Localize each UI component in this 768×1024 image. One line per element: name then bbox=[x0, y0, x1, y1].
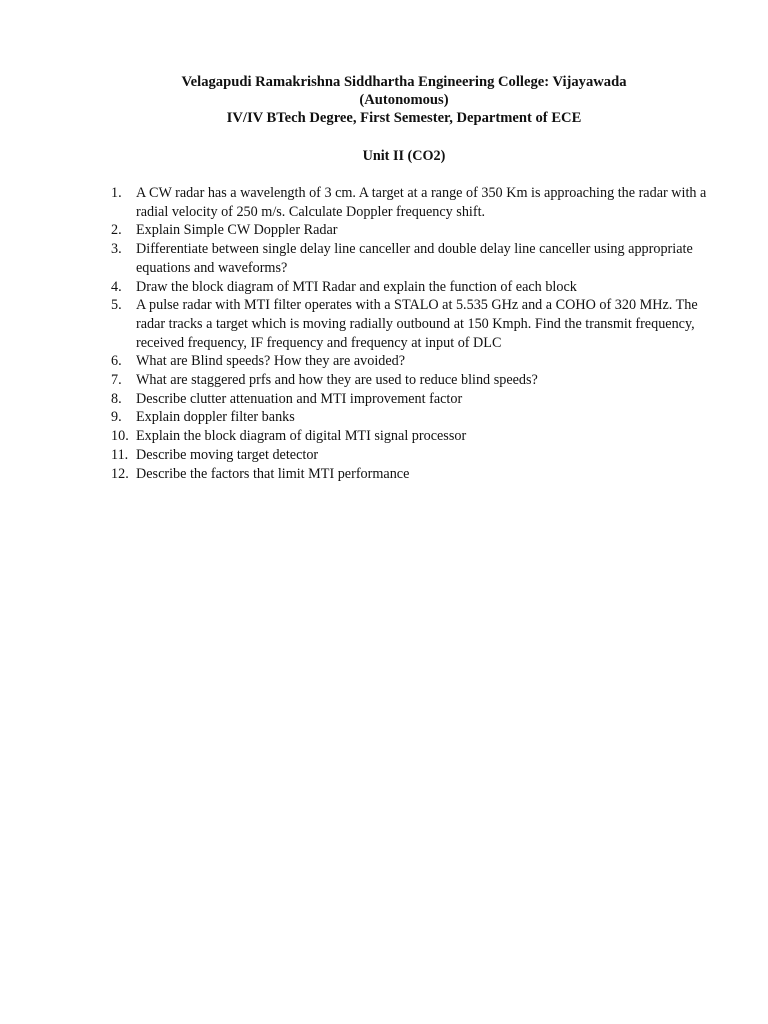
question-item bbox=[111, 446, 721, 465]
question-item bbox=[111, 221, 721, 240]
question-text: A CW radar has a wavelength of 3 cm. A target at a range of 350 Km is approaching the radar with a radial velocity of 250 m/s. Calculate Doppler frequency shift. bbox=[136, 185, 707, 220]
question-item bbox=[111, 408, 721, 427]
question-number: 2. bbox=[111, 222, 122, 239]
question-number: 5. bbox=[111, 297, 122, 314]
question-number: 3. bbox=[111, 241, 122, 258]
autonomous-label: (Autonomous) bbox=[359, 91, 449, 108]
question-number: 1. bbox=[111, 185, 122, 201]
question-list bbox=[111, 184, 721, 483]
question-text: Describe the factors that limit MTI performance bbox=[136, 465, 410, 482]
question-item bbox=[111, 371, 721, 390]
question-text: Describe moving target detector bbox=[136, 446, 319, 463]
question-item bbox=[111, 465, 721, 484]
question-item bbox=[111, 427, 721, 446]
question-item bbox=[111, 240, 721, 277]
degree-department-line: IV/IV BTech Degree, First Semester, Department of ECE bbox=[226, 109, 582, 126]
question-item bbox=[111, 352, 721, 371]
question-text: What are staggered prfs and how they are used to reduce blind speeds? bbox=[136, 372, 538, 389]
question-text: Differentiate between single delay line canceller and double delay line canceller using appropriate equations and waveforms? bbox=[136, 241, 693, 276]
question-number: 12. bbox=[111, 465, 129, 482]
question-number: 9. bbox=[111, 409, 122, 426]
question-text: A pulse radar with MTI filter operates with a STALO at 5.535 GHz and a COHO of 320 MHz. The radar tracks a target which is moving radially outbound at 150 Kmph. Find the transmit frequency, received frequency, IF frequency and frequency at input of DLC bbox=[136, 297, 698, 351]
unit-title: Unit II (CO2) bbox=[362, 148, 446, 164]
question-number: 7. bbox=[111, 372, 122, 389]
question-text: Explain the block diagram of digital MTI signal processor bbox=[136, 428, 467, 445]
question-item bbox=[111, 296, 721, 352]
question-text: Explain doppler filter banks bbox=[136, 409, 295, 426]
college-name: Velagapudi Ramakrishna Siddhartha Engineering College: Vijayawada bbox=[181, 74, 627, 90]
question-text: Explain Simple CW Doppler Radar bbox=[136, 222, 338, 239]
question-number: 11. bbox=[111, 446, 129, 463]
question-number: 10. bbox=[111, 428, 129, 445]
question-number: 8. bbox=[111, 390, 122, 407]
question-item bbox=[111, 390, 721, 409]
question-item bbox=[111, 184, 721, 221]
question-number: 4. bbox=[111, 278, 122, 295]
question-text: Draw the block diagram of MTI Radar and explain the function of each block bbox=[136, 278, 577, 295]
question-text: What are Blind speeds? How they are avoided? bbox=[136, 353, 406, 370]
document-header bbox=[0, 74, 768, 127]
question-item bbox=[111, 278, 721, 297]
question-number: 6. bbox=[111, 353, 122, 370]
question-text: Describe clutter attenuation and MTI improvement factor bbox=[136, 390, 463, 407]
